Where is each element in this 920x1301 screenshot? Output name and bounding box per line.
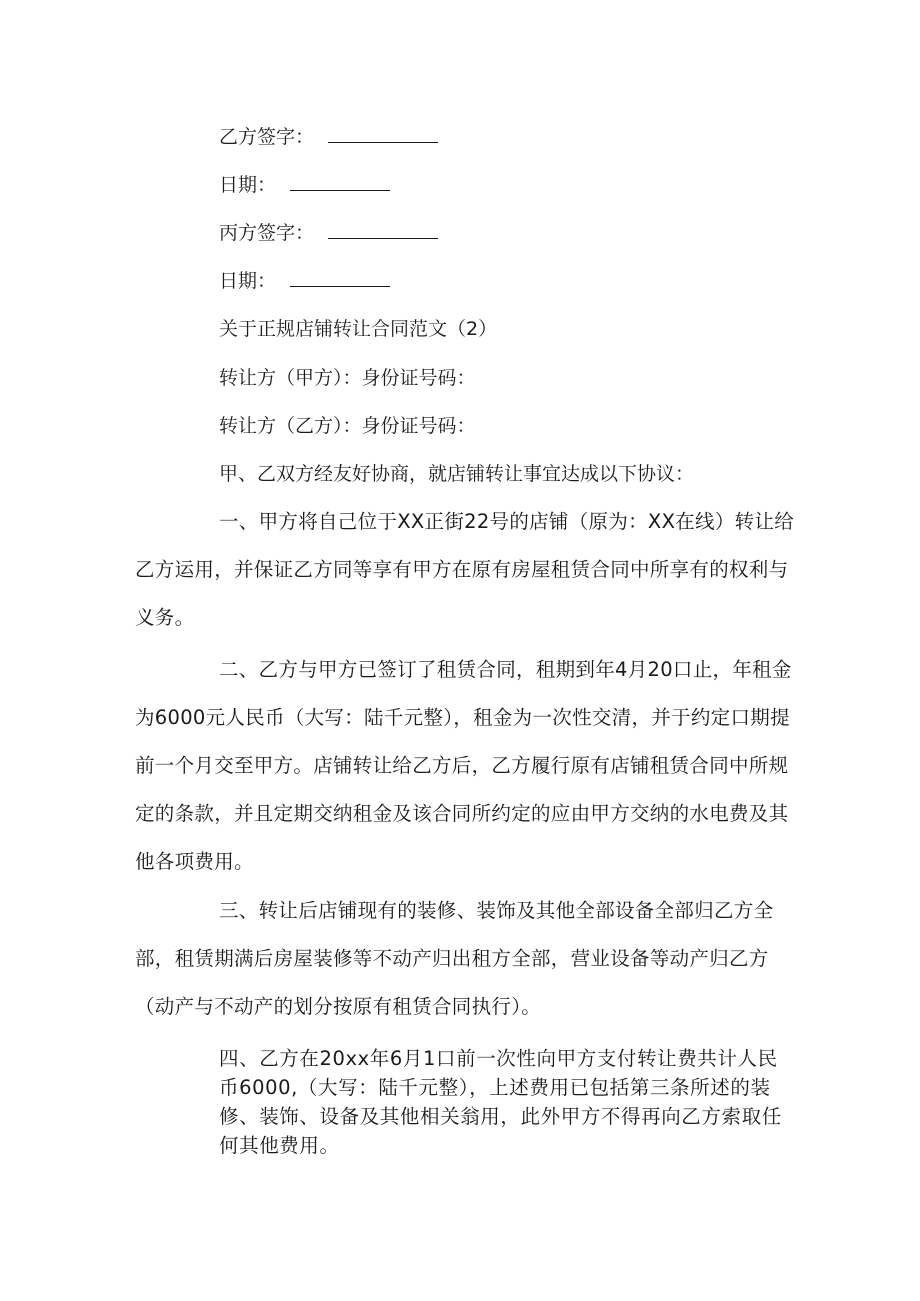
date-label-2: 日期： xyxy=(219,270,277,292)
party-b-signature-label: 乙方签字： xyxy=(219,126,315,148)
clause-4: 四、乙方在20xx年6月1口前一次性向甲方支付转让费共计人民币6000,（大写：陆千元整），上述费用已包括第三条所述的装修、装饰、设备及其他相关翁用，此外甲方不得再向乙方索取任何其他费用。 xyxy=(219,1047,782,1157)
signature-blank xyxy=(328,128,438,143)
date-line-1 xyxy=(219,173,390,197)
clause-1: 一、甲方将自己位于XX正街22号的店铺（原为：XX在线）转让给乙方运用，并保证乙方同等享有甲方在原有房屋租赁合同中所享有的权利与义务。 xyxy=(135,510,795,629)
agreement-intro: 甲、乙双方经友好协商，就店铺转让事宜达成以下协议： xyxy=(219,463,695,485)
clause-3: 三、转让后店铺现有的装修、装饰及其他全部设备全部归乙方全部，租赁期满后房屋装修等不动产归出租方全部，营业设备等动产归乙方（动产与不动产的划分按原有租赁合同执行）。 xyxy=(135,899,774,1018)
clause-2: 二、乙方与甲方已签订了租赁合同，租期到年4月20口止，年租金为6000元人民币（大写：陆千元整），租金为一次性交清，并于约定口期提前一个月交至甲方。店铺转让给乙方后，乙方履行原有店铺租赁合同中所规定的条款，并且定期交纳租金及该合同所约定的应由甲方交纳的水电费及其他各项费用。 xyxy=(135,658,792,873)
party-b-signature-line xyxy=(219,125,438,149)
date-label-1: 日期： xyxy=(219,174,277,196)
transferee-b-line: 转让方（乙方）：身份证号码： xyxy=(219,415,476,437)
party-c-signature-label: 丙方签字： xyxy=(219,222,315,244)
signature-blank xyxy=(328,224,438,239)
transferor-a-line: 转让方（甲方）：身份证号码： xyxy=(219,367,476,389)
date-blank-2 xyxy=(290,272,390,287)
party-c-signature-line xyxy=(219,221,438,245)
date-line-2 xyxy=(219,269,390,293)
document-heading: 关于正规店铺转让合同范文（2） xyxy=(219,318,498,340)
date-blank-1 xyxy=(290,176,390,191)
